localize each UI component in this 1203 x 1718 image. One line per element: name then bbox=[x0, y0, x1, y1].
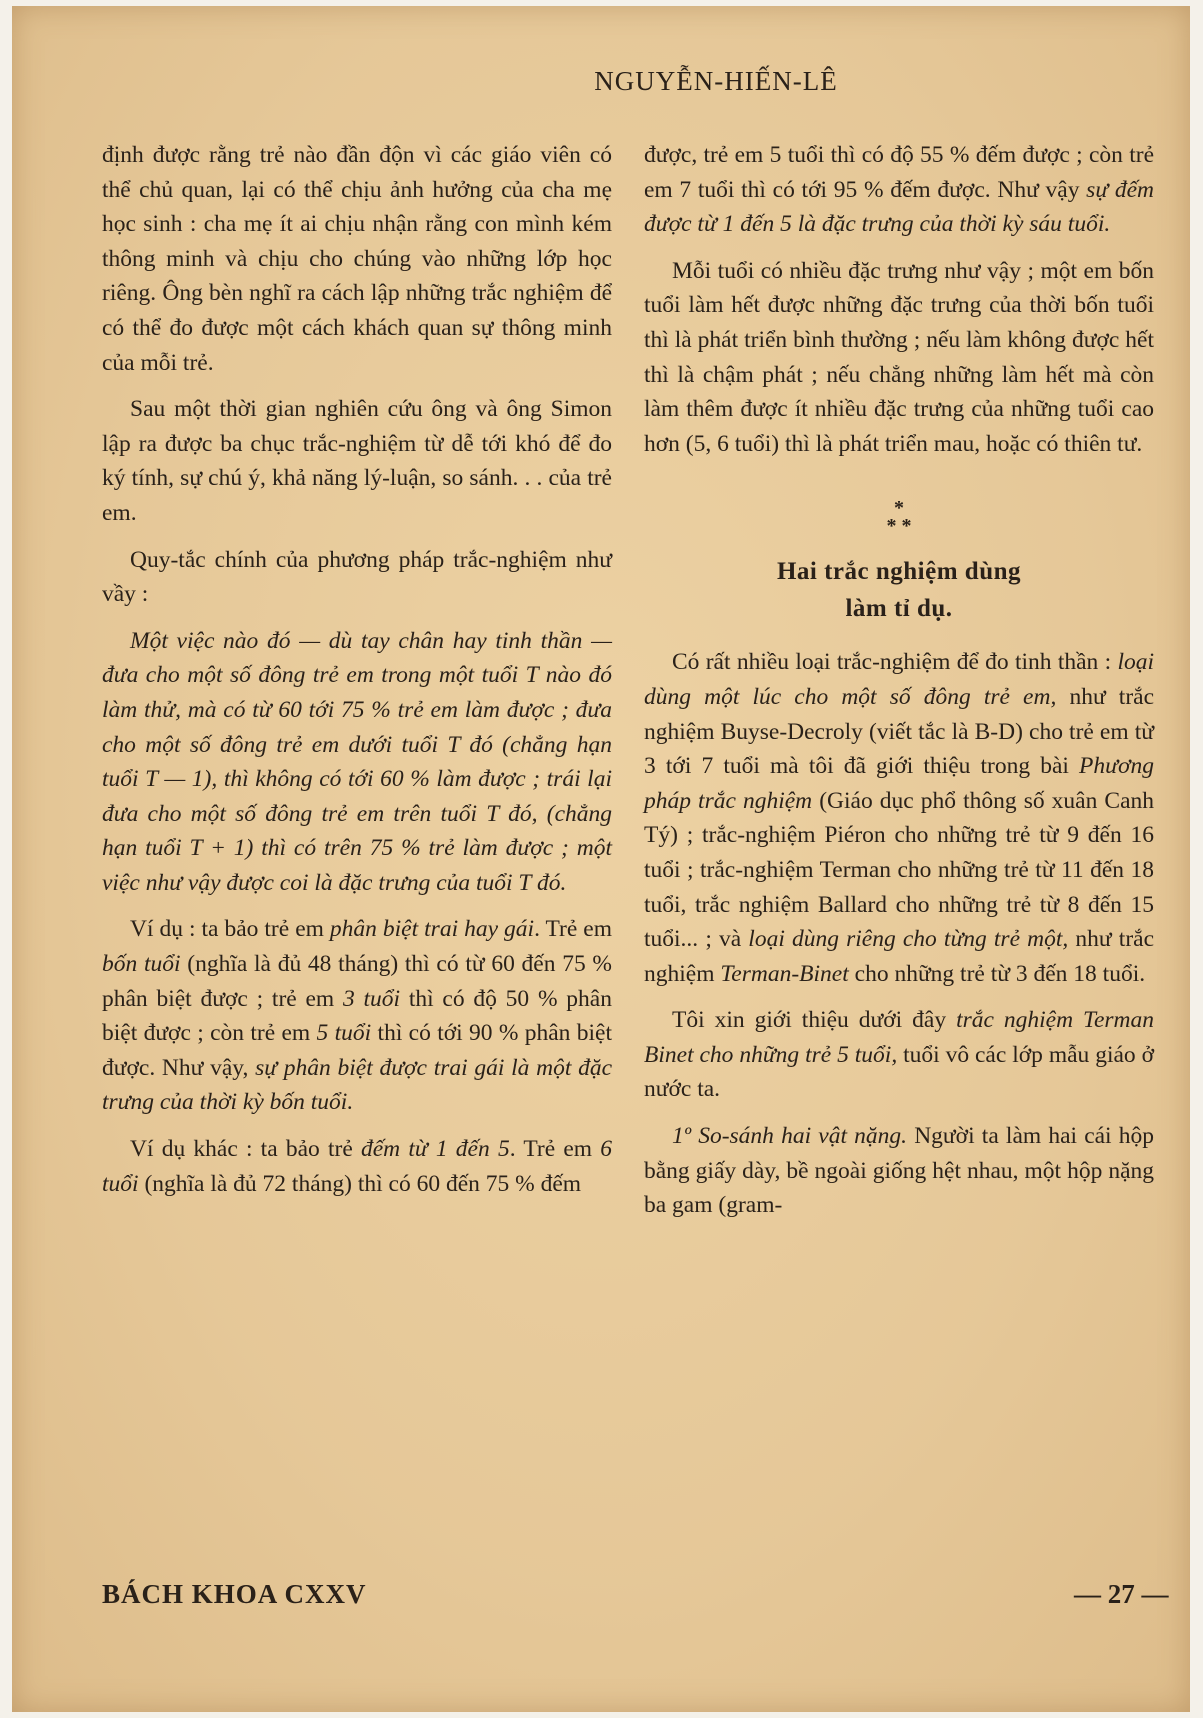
italic-rule-paragraph: Một việc nào đó — dù tay chân hay tinh thần — đưa cho một số đông trẻ em trong một tuổi T nào đó làm thử, mà có từ 60 tới 75 % trẻ em làm được ; đưa cho một số đông trẻ em dưới tuổi T đó (chẳng hạn tuổi T — 1), thì không có tới 60 % làm được ; trái lại đưa cho một số đông trẻ em trên tuổi T đó, (chẳng hạn tuổi T + 1) thì có trên 75 % trẻ làm được ; một việc như vậy được coi là đặc trưng của tuổi T đó. bbox=[102, 627, 612, 896]
paragraph: Quy-tắc chính của phương pháp trắc-nghiệm như vầy : bbox=[102, 546, 612, 608]
section-title: Hai trắc nghiệm dùng làm tỉ dụ. bbox=[776, 558, 1022, 623]
paragraph: Ví dụ : ta bảo trẻ em phân biệt trai hay gái. Trẻ em bốn tuổi (nghĩa là đủ 48 tháng) thì có từ 60 đến 75 % phân biệt được ; trẻ em 3 tuổi thì có độ 50 % phân biệt được ; còn trẻ em 5 tuổi thì có tới 90 % phân biệt được. Như vậy, sự phân biệt được trai gái là một đặc trưng của thời kỳ bốn tuổi. bbox=[102, 916, 613, 1116]
paragraph: Sau một thời gian nghiên cứu ông và ông Simon lập ra được ba chục trắc-nghiệm từ dễ tới khó để đo ký tính, sự chú ý, khả năng lý-luận, so sánh. . . của trẻ em. bbox=[102, 396, 612, 526]
paragraph: Mỗi tuổi có nhiều đặc trưng như vậy ; một em bốn tuổi làm hết được những đặc trưng của thời bốn tuổi thì là phát triển bình thường ; nếu làm không được hết thì là chậm phát ; nếu chẳng những làm hết mà còn làm thêm được ít nhiều đặc trưng của những tuổi cao hơn (5, 6 tuổi) thì là phát triển mau, hoặc có thiên tư. bbox=[644, 257, 1154, 457]
section-divider-stars: * * * bbox=[886, 497, 912, 538]
magazine-page bbox=[12, 6, 1190, 1712]
left-column bbox=[102, 138, 612, 1213]
paragraph: 1º So-sánh hai vật nặng. Người ta làm hai cái hộp bằng giấy dày, bề ngoài giống hệt nhau, một hộp nặng ba gam (gram- bbox=[644, 1123, 1155, 1219]
magazine-name: BÁCH KHOA CXXV bbox=[102, 1579, 367, 1609]
running-header: NGUYỄN-HIẾN-LÊ bbox=[594, 66, 838, 96]
paragraph: Có rất nhiều loại trắc-nghiệm để đo tinh thần : loại dùng một lúc cho một số đông trẻ em, như trắc nghiệm Buyse-Decroly (viết tắc là B-D) cho trẻ em từ 3 tới 7 tuổi mà tôi đã giới thiệu trong bài Phương pháp trắc nghiệm (Giáo dục phổ thông số xuân Canh Tý) ; trắc-nghiệm Piéron cho những trẻ từ 9 đến 16 tuổi ; trắc-nghiệm Terman cho những trẻ từ 11 đến 18 tuổi, trắc nghiệm Ballard cho những trẻ từ 8 đến 15 tuổi... ; và loại dùng riêng cho từng trẻ một, như trắc nghiệm Terman-Binet cho những trẻ từ 3 đến 18 tuổi. bbox=[644, 649, 1155, 987]
paragraph: định được rằng trẻ nào đần độn vì các giáo viên có thể chủ quan, lại có thể chịu ảnh hưởng của cha mẹ học sinh : cha mẹ ít ai chịu nhận rằng con mình kém thông minh và chịu cho chúng vào những lớp học riêng. Ông bèn nghĩ ra cách lập những trắc nghiệm để có thể đo được một cách khách quan sự thông minh của mỗi trẻ. bbox=[102, 142, 612, 376]
page-number: — 27 — bbox=[1074, 1579, 1169, 1609]
paragraph: được, trẻ em 5 tuổi thì có độ 55 % đếm được ; còn trẻ em 7 tuổi thì có tới 95 % đếm được. Như vậy sự đếm được từ 1 đến 5 là đặc trưng của thời kỳ sáu tuổi. bbox=[644, 142, 1154, 238]
paragraph: Tôi xin giới thiệu dưới đây trắc nghiệm Terman Binet cho những trẻ 5 tuổi, tuổi vô các lớp mẫu giáo ở nước ta. bbox=[644, 1007, 1154, 1103]
right-column bbox=[644, 138, 1154, 1235]
paragraph: Ví dụ khác : ta bảo trẻ đếm từ 1 đến 5. Trẻ em 6 tuổi (nghĩa là đủ 72 tháng) thì có 60 đến 75 % đếm bbox=[102, 1136, 612, 1197]
